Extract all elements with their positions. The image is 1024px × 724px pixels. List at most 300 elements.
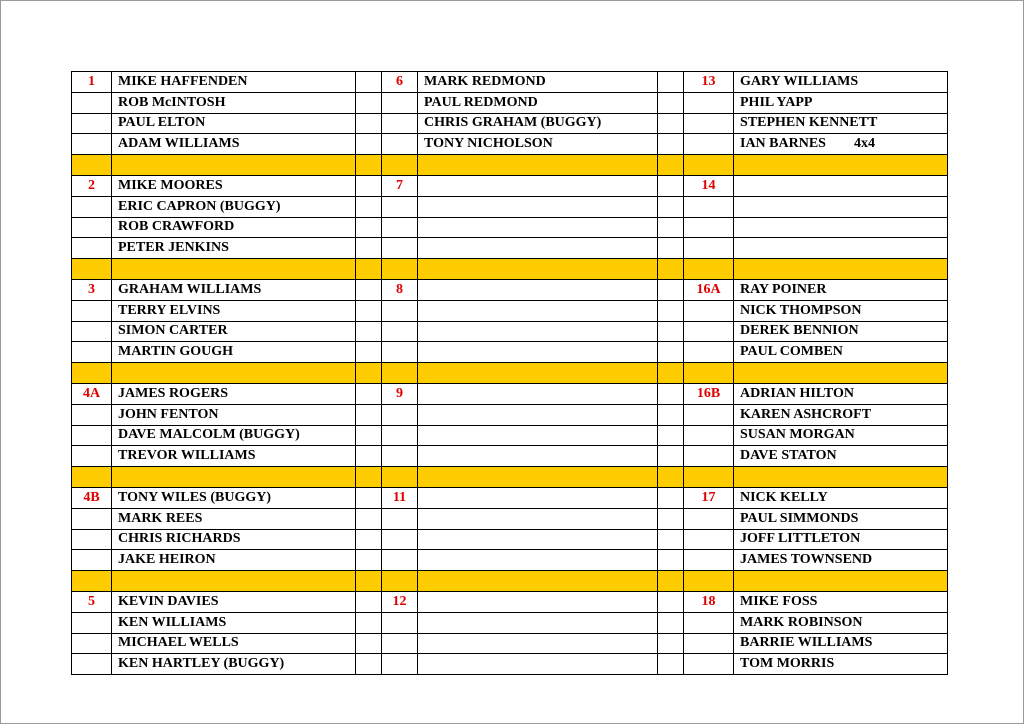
player-name-cell — [734, 321, 948, 342]
group-number-cell — [684, 217, 734, 238]
group-number-cell — [684, 196, 734, 217]
separator-cell — [734, 571, 948, 592]
player-name: CHRIS RICHARDS — [118, 531, 241, 547]
group-number-cell — [382, 238, 418, 259]
player-name: PAUL REDMOND — [424, 94, 538, 110]
player-name-cell — [734, 591, 948, 612]
gap-cell — [356, 383, 382, 404]
table-row — [72, 279, 948, 300]
player-name-cell — [112, 446, 356, 467]
player-name-cell — [418, 508, 658, 529]
player-name: KEN HARTLEY (BUGGY) — [118, 656, 285, 672]
player-name-cell — [734, 446, 948, 467]
player-name-cell — [734, 134, 948, 155]
gap-cell — [356, 92, 382, 113]
player-name-cell — [418, 92, 658, 113]
player-name: ADAM WILLIAMS — [118, 136, 240, 152]
separator-cell — [356, 363, 382, 384]
gap-cell — [658, 238, 684, 259]
player-name-cell — [734, 550, 948, 571]
player-name-cell — [734, 425, 948, 446]
table-row — [72, 446, 948, 467]
player-name-cell — [112, 113, 356, 134]
separator-cell — [382, 259, 418, 280]
gap-cell — [658, 113, 684, 134]
separator-cell — [684, 571, 734, 592]
group-number-cell — [684, 508, 734, 529]
gap-cell — [356, 300, 382, 321]
group-number-cell: 2 — [72, 175, 112, 196]
separator-cell — [382, 155, 418, 176]
table-row — [72, 175, 948, 196]
player-name-cell — [418, 446, 658, 467]
separator-cell — [734, 363, 948, 384]
separator-cell — [72, 155, 112, 176]
player-name-cell — [734, 175, 948, 196]
table-row — [72, 529, 948, 550]
group-number-cell — [72, 196, 112, 217]
player-name: MIKE MOORES — [118, 177, 223, 193]
player-name-cell — [112, 300, 356, 321]
gap-cell — [356, 196, 382, 217]
group-number-cell — [382, 529, 418, 550]
group-number-cell — [684, 404, 734, 425]
separator-cell — [418, 363, 658, 384]
group-number-cell — [684, 342, 734, 363]
gap-cell — [658, 175, 684, 196]
player-name-cell — [112, 92, 356, 113]
group-number-cell — [382, 425, 418, 446]
player-name: ROB McINTOSH — [118, 94, 226, 110]
group-number-cell — [684, 633, 734, 654]
player-name-cell — [418, 383, 658, 404]
separator-cell — [418, 155, 658, 176]
group-number-cell — [72, 217, 112, 238]
group-number-cell — [382, 404, 418, 425]
group-number-cell — [72, 633, 112, 654]
group-number-cell — [72, 300, 112, 321]
separator-cell — [72, 571, 112, 592]
player-name: SUSAN MORGAN — [740, 427, 855, 443]
group-number-cell — [72, 238, 112, 259]
player-name-cell — [418, 196, 658, 217]
gap-cell — [658, 404, 684, 425]
player-name-cell — [734, 404, 948, 425]
group-number-cell — [72, 550, 112, 571]
player-name-cell — [418, 134, 658, 155]
player-name-cell — [418, 321, 658, 342]
player-name: MIKE FOSS — [740, 593, 818, 609]
player-name-cell — [418, 113, 658, 134]
gap-cell — [658, 529, 684, 550]
player-name-cell — [112, 508, 356, 529]
player-name: MARK REES — [118, 510, 203, 526]
table-row — [72, 404, 948, 425]
player-name: PAUL COMBEN — [740, 344, 843, 360]
player-name-cell — [418, 300, 658, 321]
player-name-cell — [112, 175, 356, 196]
group-separator-row — [72, 467, 948, 488]
player-name-cell — [418, 529, 658, 550]
gap-cell — [658, 279, 684, 300]
player-name: PAUL SIMMONDS — [740, 510, 859, 526]
player-name: NICK THOMPSON — [740, 302, 862, 318]
player-name: TONY NICHOLSON — [424, 136, 553, 152]
player-name-cell — [418, 487, 658, 508]
group-number-cell — [382, 550, 418, 571]
group-separator-row — [72, 155, 948, 176]
player-name-cell — [734, 633, 948, 654]
player-name-cell — [112, 404, 356, 425]
player-name: MARK REDMOND — [424, 73, 546, 89]
gap-cell — [658, 612, 684, 633]
player-name-cell — [112, 383, 356, 404]
player-name: TERRY ELVINS — [118, 302, 221, 318]
group-number-cell — [684, 238, 734, 259]
group-number-cell — [72, 113, 112, 134]
table-row — [72, 383, 948, 404]
player-name-cell — [418, 175, 658, 196]
group-number-cell — [684, 529, 734, 550]
player-name-cell — [734, 300, 948, 321]
group-number-cell: 17 — [684, 487, 734, 508]
group-number-cell — [382, 300, 418, 321]
group-number-cell — [382, 196, 418, 217]
player-name-cell — [112, 196, 356, 217]
gap-cell — [658, 633, 684, 654]
player-name-cell — [734, 487, 948, 508]
table-row — [72, 487, 948, 508]
player-name-cell — [112, 550, 356, 571]
separator-cell — [356, 571, 382, 592]
player-name-cell — [112, 279, 356, 300]
separator-cell — [658, 363, 684, 384]
player-name-cell — [734, 92, 948, 113]
group-number-cell — [684, 300, 734, 321]
group-number-cell: 9 — [382, 383, 418, 404]
gap-cell — [356, 217, 382, 238]
player-name-cell — [418, 633, 658, 654]
table-row — [72, 300, 948, 321]
separator-cell — [658, 155, 684, 176]
group-number-cell: 6 — [382, 72, 418, 93]
group-number-cell: 4B — [72, 487, 112, 508]
table-row — [72, 612, 948, 633]
player-name: TREVOR WILLIAMS — [118, 448, 256, 464]
gap-cell — [658, 92, 684, 113]
group-number-cell: 4A — [72, 383, 112, 404]
separator-cell — [356, 155, 382, 176]
group-number-cell — [684, 446, 734, 467]
gap-cell — [356, 550, 382, 571]
separator-cell — [356, 259, 382, 280]
player-name-cell — [734, 196, 948, 217]
table-row — [72, 425, 948, 446]
player-name-cell — [418, 72, 658, 93]
player-name: CHRIS GRAHAM (BUGGY) — [424, 115, 602, 131]
gap-cell — [356, 321, 382, 342]
gap-cell — [658, 591, 684, 612]
gap-cell — [658, 425, 684, 446]
group-number-cell — [72, 654, 112, 675]
player-name: KEVIN DAVIES — [118, 593, 219, 609]
group-number-cell — [684, 425, 734, 446]
gap-cell — [356, 446, 382, 467]
player-name-cell — [734, 342, 948, 363]
gap-cell — [356, 279, 382, 300]
player-name: ROB CRAWFORD — [118, 219, 235, 235]
separator-cell — [112, 571, 356, 592]
player-name-cell — [734, 529, 948, 550]
gap-cell — [658, 487, 684, 508]
player-name: PETER JENKINS — [118, 240, 229, 256]
group-number-cell — [72, 321, 112, 342]
separator-cell — [684, 155, 734, 176]
player-name-cell — [112, 342, 356, 363]
gap-cell — [658, 654, 684, 675]
separator-cell — [72, 467, 112, 488]
player-name-cell — [418, 612, 658, 633]
group-number-cell — [684, 113, 734, 134]
player-name: MIKE HAFFENDEN — [118, 73, 248, 89]
separator-cell — [684, 467, 734, 488]
gap-cell — [356, 633, 382, 654]
player-name-cell — [418, 591, 658, 612]
gap-cell — [658, 196, 684, 217]
player-name: MARK ROBINSON — [740, 614, 863, 630]
player-name: NICK KELLY — [740, 489, 828, 505]
player-name: JAMES TOWNSEND — [740, 552, 873, 568]
table-row — [72, 342, 948, 363]
player-name-cell — [112, 529, 356, 550]
player-name: MICHAEL WELLS — [118, 635, 239, 651]
group-number-cell — [72, 134, 112, 155]
gap-cell — [658, 446, 684, 467]
group-number-cell — [382, 92, 418, 113]
group-number-cell — [72, 404, 112, 425]
group-number-cell — [72, 529, 112, 550]
separator-cell — [112, 467, 356, 488]
gap-cell — [658, 508, 684, 529]
gap-cell — [356, 113, 382, 134]
gap-cell — [658, 300, 684, 321]
player-name: JOFF LITTLETON — [740, 531, 861, 547]
group-number-cell — [72, 425, 112, 446]
group-number-cell — [382, 508, 418, 529]
separator-cell — [382, 571, 418, 592]
player-name: TONY WILES (BUGGY) — [118, 489, 271, 505]
gap-cell — [356, 342, 382, 363]
gap-cell — [658, 321, 684, 342]
group-number-cell — [382, 612, 418, 633]
table-row — [72, 508, 948, 529]
player-name-cell — [418, 654, 658, 675]
player-name: JOHN FENTON — [118, 406, 219, 422]
group-number-cell — [684, 134, 734, 155]
gap-cell — [356, 72, 382, 93]
group-number-cell — [684, 92, 734, 113]
group-number-cell — [382, 217, 418, 238]
player-name: IAN BARNES — [740, 136, 826, 152]
table-row — [72, 321, 948, 342]
player-name-cell — [418, 550, 658, 571]
group-separator-row — [72, 259, 948, 280]
player-name: KAREN ASHCROFT — [740, 406, 872, 422]
gap-cell — [356, 404, 382, 425]
gap-cell — [356, 612, 382, 633]
player-name-cell — [112, 633, 356, 654]
player-name-cell — [734, 279, 948, 300]
separator-cell — [382, 467, 418, 488]
separator-cell — [418, 571, 658, 592]
table-row — [72, 134, 948, 155]
table-row — [72, 633, 948, 654]
player-name-cell — [112, 238, 356, 259]
player-name-cell — [418, 238, 658, 259]
group-number-cell: 11 — [382, 487, 418, 508]
group-number-cell — [382, 113, 418, 134]
table-row — [72, 550, 948, 571]
group-number-cell — [382, 134, 418, 155]
player-name: RAY POINER — [740, 281, 827, 297]
separator-cell — [658, 467, 684, 488]
gap-cell — [356, 654, 382, 675]
separator-cell — [112, 259, 356, 280]
player-name-cell — [112, 321, 356, 342]
player-name: MARTIN GOUGH — [118, 344, 234, 360]
group-number-cell — [684, 654, 734, 675]
player-name: KEN WILLIAMS — [118, 614, 227, 630]
player-name: DAVE STATON — [740, 448, 837, 464]
separator-cell — [72, 259, 112, 280]
player-name-cell — [112, 591, 356, 612]
separator-cell — [382, 363, 418, 384]
player-name-cell — [112, 217, 356, 238]
group-number-cell: 5 — [72, 591, 112, 612]
player-name-cell — [418, 404, 658, 425]
separator-cell — [658, 259, 684, 280]
group-number-cell — [72, 92, 112, 113]
gap-cell — [658, 383, 684, 404]
player-name-cell — [734, 238, 948, 259]
player-name-cell — [734, 383, 948, 404]
group-separator-row — [72, 571, 948, 592]
group-number-cell: 8 — [382, 279, 418, 300]
gap-cell — [356, 529, 382, 550]
separator-cell — [734, 259, 948, 280]
player-name: ERIC CAPRON (BUGGY) — [118, 198, 281, 214]
gap-cell — [356, 134, 382, 155]
separator-cell — [112, 155, 356, 176]
vehicle-note: 4x4 — [853, 136, 875, 152]
player-name: BARRIE WILLIAMS — [740, 635, 873, 651]
player-name: GARY WILLIAMS — [740, 73, 859, 89]
group-separator-row — [72, 363, 948, 384]
table-row — [72, 654, 948, 675]
player-name: JAKE HEIRON — [118, 552, 216, 568]
group-number-cell: 14 — [684, 175, 734, 196]
player-name: PAUL ELTON — [118, 115, 206, 131]
table-row — [72, 238, 948, 259]
separator-cell — [418, 259, 658, 280]
table-row — [72, 217, 948, 238]
group-number-cell — [72, 508, 112, 529]
player-name-cell — [734, 654, 948, 675]
player-name-cell — [112, 134, 356, 155]
gap-cell — [356, 591, 382, 612]
group-number-cell: 7 — [382, 175, 418, 196]
gap-cell — [356, 175, 382, 196]
player-name-cell — [112, 654, 356, 675]
player-name-cell — [734, 217, 948, 238]
player-name: TOM MORRIS — [740, 656, 835, 672]
gap-cell — [658, 72, 684, 93]
group-number-cell: 1 — [72, 72, 112, 93]
table-row — [72, 113, 948, 134]
gap-cell — [658, 134, 684, 155]
group-number-cell: 18 — [684, 591, 734, 612]
player-name: PHIL YAPP — [740, 94, 813, 110]
player-name-cell — [112, 72, 356, 93]
separator-cell — [658, 571, 684, 592]
player-name: DAVE MALCOLM (BUGGY) — [118, 427, 300, 443]
player-name-cell — [112, 612, 356, 633]
player-name-cell — [418, 279, 658, 300]
tee-draw-table — [71, 71, 948, 675]
separator-cell — [418, 467, 658, 488]
separator-cell — [684, 363, 734, 384]
player-name-cell — [734, 612, 948, 633]
player-name: JAMES ROGERS — [118, 385, 229, 401]
group-number-cell: 12 — [382, 591, 418, 612]
gap-cell — [356, 238, 382, 259]
separator-cell — [734, 155, 948, 176]
table-row — [72, 72, 948, 93]
player-name: ADRIAN HILTON — [740, 385, 854, 401]
group-number-cell — [684, 321, 734, 342]
gap-cell — [356, 508, 382, 529]
player-name-cell — [734, 72, 948, 93]
player-name: SIMON CARTER — [118, 323, 228, 339]
player-name-cell — [112, 425, 356, 446]
group-number-cell — [382, 342, 418, 363]
player-name-cell — [112, 487, 356, 508]
table-row — [72, 591, 948, 612]
player-name: GRAHAM WILLIAMS — [118, 281, 262, 297]
group-number-cell — [72, 446, 112, 467]
group-number-cell — [684, 550, 734, 571]
group-number-cell — [382, 321, 418, 342]
separator-cell — [356, 467, 382, 488]
player-name-cell — [418, 425, 658, 446]
player-name-cell — [418, 217, 658, 238]
group-number-cell: 16A — [684, 279, 734, 300]
player-name: STEPHEN KENNETT — [740, 115, 878, 131]
group-number-cell — [72, 612, 112, 633]
player-name-cell — [734, 508, 948, 529]
group-number-cell: 13 — [684, 72, 734, 93]
gap-cell — [658, 342, 684, 363]
player-name-cell — [734, 113, 948, 134]
separator-cell — [112, 363, 356, 384]
table-row — [72, 92, 948, 113]
separator-cell — [72, 363, 112, 384]
separator-cell — [684, 259, 734, 280]
gap-cell — [658, 217, 684, 238]
gap-cell — [356, 425, 382, 446]
player-name-cell — [418, 342, 658, 363]
group-number-cell: 3 — [72, 279, 112, 300]
